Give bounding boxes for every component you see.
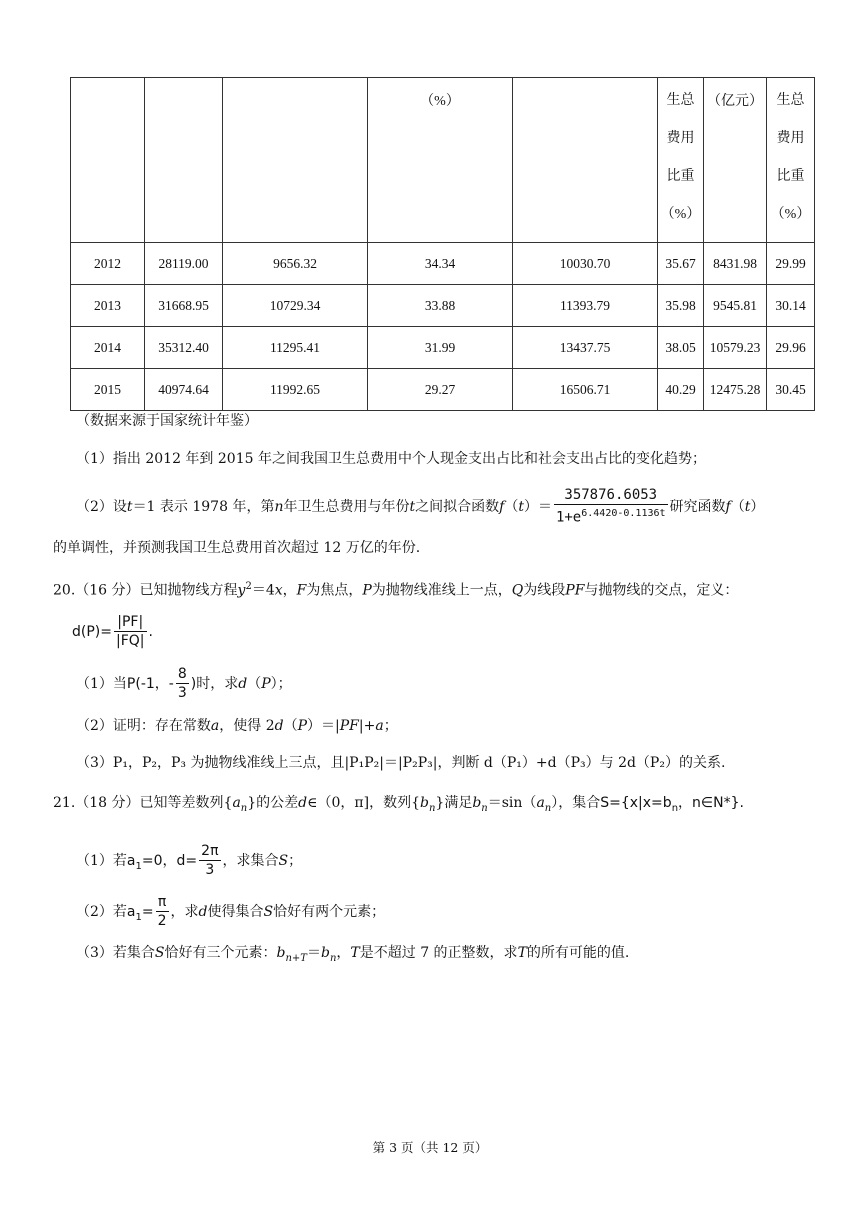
- header-text: 比重: [666, 169, 695, 184]
- value-cell: 11295.41: [223, 327, 368, 369]
- value-cell: 30.45: [767, 369, 815, 411]
- table-row: [71, 243, 815, 285]
- value-cell: 29.27: [368, 369, 513, 411]
- value-cell: 16506.71: [513, 369, 658, 411]
- header-text: （%）: [420, 94, 460, 109]
- value-cell: 12475.28: [704, 369, 767, 411]
- q21-part1: （1）若$a_1=0$，d= $\frac{2\pi}{3}$ ，求集合S；: [76, 843, 303, 878]
- value-cell: 13437.75: [513, 327, 658, 369]
- value-cell: 40974.64: [145, 369, 223, 411]
- fit-function-fraction: $\frac{357876.6053}{1+e^{6.4420-0.1136t}}$: [555, 487, 666, 526]
- header-text: （%）: [660, 207, 701, 222]
- value-cell: 38.05: [658, 327, 704, 369]
- table-row: [71, 285, 815, 327]
- header-text: （亿元）: [707, 94, 763, 109]
- table-header-cell: [223, 78, 368, 243]
- year-cell: 2013: [71, 285, 145, 327]
- value-cell: 31.99: [368, 327, 513, 369]
- page-footer: 第 3 页（共 12 页）: [372, 1140, 488, 1155]
- q19-part1: （1）指出 2012 年到 2015 年之间我国卫生总费用中个人现金支出占比和社会支出占比的变化趋势；: [76, 451, 706, 467]
- header-text: （%）: [770, 207, 811, 222]
- table-header-cell: [658, 78, 704, 243]
- value-cell: 10729.34: [223, 285, 368, 327]
- value-cell: 40.29: [658, 369, 704, 411]
- value-cell: 11393.79: [513, 285, 658, 327]
- value-cell: 35312.40: [145, 327, 223, 369]
- value-cell: 30.14: [767, 285, 815, 327]
- value-cell: 29.99: [767, 243, 815, 285]
- value-cell: 35.67: [658, 243, 704, 285]
- table-header-cell: [767, 78, 815, 243]
- header-text: 费用: [666, 131, 695, 146]
- source-note: （数据来源于国家统计年鉴）: [76, 413, 258, 429]
- table-header-cell: [704, 78, 767, 243]
- year-cell: 2012: [71, 243, 145, 285]
- q19-part2: （2）设t＝1 表示 1978 年，第n年卫生总费用与年份t之间拟合函数f（t）＝ $\frac{357876.6053}{1+e^{6.4420-0.1136t}}$ 研究函数f（t）: [76, 487, 765, 526]
- header-text: [513, 78, 657, 90]
- q19-part2-continued: 的单调性，并预测我国卫生总费用首次超过 12 万亿的年份.: [53, 540, 421, 556]
- header-text: 生总: [776, 93, 805, 108]
- value-cell: 9545.81: [704, 285, 767, 327]
- table-row: [71, 327, 815, 369]
- value-cell: 35.98: [658, 285, 704, 327]
- header-text: [223, 78, 367, 90]
- q21-part3: （3）若集合S恰好有三个元素：$b_{n+T}=b_n$，T是不超过 7 的正整数，求T的所有可能的值.: [76, 945, 630, 964]
- table-header-cell: [71, 78, 145, 243]
- value-cell: 33.88: [368, 285, 513, 327]
- table-row: [71, 369, 815, 411]
- value-cell: 10579.23: [704, 327, 767, 369]
- q21-statement: 21.（18 分）已知等差数列$\{a_n\}$的公差d∈（0，π]，数列$\{b_n\}$满足$b_n=\sin(a_n)$，集合$S=\{x|x=b_n$，n∈N*}.: [53, 795, 744, 814]
- value-cell: 34.34: [368, 243, 513, 285]
- q20-definition: d(P)= $\frac{|PF|}{|FQ|}$ .: [72, 614, 153, 649]
- year-cell: 2014: [71, 327, 145, 369]
- q20-part1: （1）当P(-1，- $\frac{8}{3}$ )时，求d（P）；: [76, 666, 292, 701]
- header-text: 比重: [776, 169, 805, 184]
- health-expenditure-table: [70, 77, 815, 411]
- header-text: 费用: [776, 131, 805, 146]
- table-header-cell: [145, 78, 223, 243]
- value-cell: 10030.70: [513, 243, 658, 285]
- value-cell: 31668.95: [145, 285, 223, 327]
- header-text: 生总: [666, 93, 695, 108]
- q20-statement: 20.（16 分）已知抛物线方程$y^2=4x$，F为焦点，P为抛物线准线上一点，Q为线段PF与抛物线的交点，定义：: [53, 581, 739, 599]
- q20-part3: （3）P₁，P₂，P₃ 为抛物线准线上三点，且|P₁P₂|＝|P₂P₃|，判断 d（P₁）+d（P₃）与 2d（P₂）的关系.: [76, 755, 726, 771]
- value-cell: 11992.65: [223, 369, 368, 411]
- table-header-row: [71, 78, 815, 243]
- header-text: [71, 78, 144, 90]
- header-text: [145, 78, 222, 90]
- table-header-cell: [368, 78, 513, 243]
- value-cell: 8431.98: [704, 243, 767, 285]
- value-cell: 28119.00: [145, 243, 223, 285]
- q20-part2: （2）证明：存在常数a，使得 2d（P）＝|PF|+a；: [76, 718, 398, 734]
- year-cell: 2015: [71, 369, 145, 411]
- value-cell: 9656.32: [223, 243, 368, 285]
- value-cell: 29.96: [767, 327, 815, 369]
- table-header-cell: [513, 78, 658, 243]
- q21-part2: （2）若$a_1=$ $\frac{\pi}{2}$ ，求d使得集合S恰好有两个元素；: [76, 894, 386, 929]
